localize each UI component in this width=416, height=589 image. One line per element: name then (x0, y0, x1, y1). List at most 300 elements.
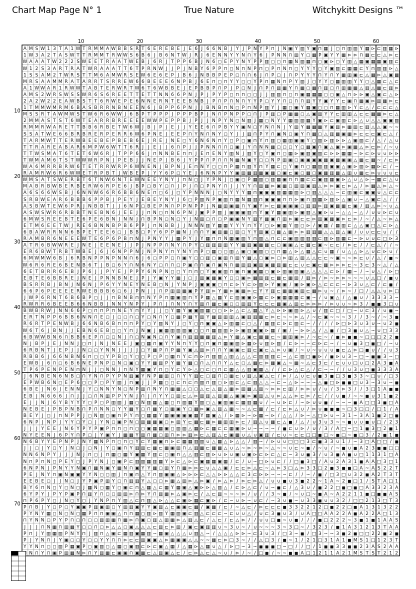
svg-text:N: N (106, 223, 109, 229)
svg-text:□: □ (383, 499, 387, 504)
svg-text:N: N (271, 118, 274, 124)
svg-text:Y: Y (64, 465, 68, 471)
svg-text:▦: ▦ (212, 329, 216, 334)
svg-text:▥: ▥ (223, 204, 227, 209)
svg-text:N: N (200, 138, 203, 144)
svg-text:W: W (34, 151, 39, 157)
svg-text:Y: Y (217, 184, 221, 190)
svg-text:B: B (124, 190, 127, 196)
svg-text:/: / (290, 459, 292, 465)
svg-text:▥: ▥ (200, 276, 204, 281)
svg-text:Y: Y (129, 452, 133, 458)
svg-text:Y: Y (329, 99, 333, 105)
svg-text:R: R (41, 308, 45, 314)
svg-text:~: ~ (235, 506, 239, 511)
svg-text:▣: ▣ (147, 329, 151, 334)
svg-text:△: △ (371, 289, 375, 294)
svg-text:T: T (34, 315, 38, 321)
svg-text:⊏: ⊏ (241, 473, 245, 478)
svg-text:~: ~ (271, 486, 275, 491)
svg-text:N: N (82, 367, 85, 373)
svg-text:A: A (371, 465, 375, 471)
svg-text:◼: ◼ (359, 460, 363, 465)
svg-text:N: N (41, 465, 44, 471)
svg-text:T: T (388, 498, 392, 504)
svg-text:▣: ▣ (265, 263, 269, 268)
svg-text:△: △ (318, 270, 322, 275)
svg-text:W: W (88, 157, 93, 163)
svg-text:P: P (83, 544, 86, 550)
svg-text:N: N (76, 282, 79, 288)
svg-text:6: 6 (130, 164, 133, 170)
svg-text:□: □ (265, 538, 269, 543)
svg-text:T: T (82, 177, 86, 183)
svg-text:2: 2 (318, 505, 321, 511)
svg-text:/: / (355, 315, 357, 321)
svg-text:▦: ▦ (123, 532, 127, 537)
svg-text:◼: ◼ (324, 407, 328, 412)
svg-text:J: J (165, 157, 167, 163)
svg-text:◼: ◼ (283, 506, 287, 511)
svg-text:∪: ∪ (383, 152, 386, 157)
svg-text:⊓: ⊓ (236, 93, 240, 98)
svg-text:N: N (29, 452, 32, 458)
svg-text:N: N (35, 374, 38, 380)
svg-text:◼: ◼ (365, 420, 369, 425)
svg-text:B: B (171, 151, 174, 157)
svg-text:▣: ▣ (265, 257, 269, 262)
svg-text:□: □ (324, 434, 328, 439)
row-label: 50 (14, 371, 20, 377)
svg-text:W: W (82, 236, 87, 242)
svg-text:P: P (218, 125, 221, 131)
svg-text:~: ~ (294, 532, 298, 537)
svg-text:⊓: ⊓ (241, 270, 245, 275)
svg-text:⊓: ⊓ (94, 512, 98, 517)
svg-text:N: N (177, 341, 180, 347)
svg-text:▦: ▦ (259, 368, 263, 373)
svg-text:2: 2 (336, 505, 339, 511)
svg-text:6: 6 (153, 85, 156, 91)
svg-text:⊏: ⊏ (153, 525, 157, 530)
svg-text:▣: ▣ (288, 204, 292, 209)
svg-text:~: ~ (353, 440, 357, 445)
svg-text:▥: ▥ (324, 204, 328, 209)
svg-text:⊳: ⊳ (377, 204, 381, 209)
svg-text:◻: ◻ (106, 545, 110, 550)
svg-text:⊳: ⊳ (188, 479, 192, 484)
svg-text:⊏: ⊏ (277, 316, 281, 321)
svg-text:□: □ (383, 329, 387, 334)
svg-text:N: N (23, 433, 26, 439)
svg-text:J: J (118, 472, 120, 478)
svg-text:B: B (29, 334, 32, 340)
svg-text:◼: ◼ (353, 447, 357, 452)
svg-text:W: W (135, 164, 140, 170)
svg-text:▣: ▣ (341, 132, 345, 137)
svg-text:6: 6 (47, 275, 50, 281)
svg-text:▥: ▥ (335, 126, 339, 131)
svg-text:△: △ (395, 224, 399, 229)
svg-text:W: W (29, 308, 34, 314)
svg-text:P: P (41, 367, 44, 373)
svg-text:3: 3 (289, 531, 292, 537)
svg-text:⊏: ⊏ (271, 204, 275, 209)
svg-text:Y: Y (211, 223, 215, 229)
svg-text:J: J (265, 53, 267, 59)
svg-text:P: P (29, 367, 32, 373)
svg-text:E: E (112, 131, 115, 137)
svg-text:N: N (76, 452, 79, 458)
svg-text:/: / (390, 243, 392, 249)
svg-text:R: R (53, 164, 57, 170)
svg-text:Y: Y (323, 72, 327, 78)
svg-text:◼: ◼ (395, 316, 399, 321)
svg-text:Y: Y (129, 308, 133, 314)
svg-text:Y: Y (158, 177, 162, 183)
svg-text:⊏: ⊏ (300, 322, 304, 327)
svg-text:◻: ◻ (206, 401, 210, 406)
svg-text:P: P (159, 354, 162, 360)
svg-text:◻: ◻ (100, 381, 104, 386)
svg-text:B: B (147, 125, 150, 131)
svg-text:∪: ∪ (236, 512, 239, 517)
svg-text:E: E (118, 243, 121, 249)
svg-text:⊳: ⊳ (247, 466, 251, 471)
svg-text:⊓: ⊓ (230, 257, 234, 262)
svg-text:B: B (41, 380, 44, 386)
svg-text:▦: ▦ (353, 67, 357, 72)
svg-text:6: 6 (53, 393, 56, 399)
svg-text:J: J (100, 295, 102, 301)
svg-text:N: N (41, 518, 44, 524)
svg-text:⊓: ⊓ (194, 355, 198, 360)
svg-text:B: B (183, 72, 186, 78)
svg-text:2: 2 (366, 511, 369, 517)
svg-text:⊓: ⊓ (165, 211, 169, 216)
svg-text:S: S (106, 79, 109, 85)
svg-text:E: E (124, 118, 127, 124)
svg-text:◼: ◼ (330, 466, 334, 471)
svg-text:◼: ◼ (318, 493, 322, 498)
svg-text:J: J (141, 256, 143, 262)
svg-text:~: ~ (395, 165, 399, 170)
svg-text:▥: ▥ (206, 525, 210, 530)
svg-text:▥: ▥ (188, 335, 192, 340)
svg-text:T: T (82, 112, 86, 118)
svg-text:Y: Y (323, 79, 327, 85)
svg-text:6: 6 (130, 66, 133, 72)
svg-text:B: B (200, 85, 203, 91)
svg-text:Y: Y (28, 433, 32, 439)
svg-text:⊳: ⊳ (371, 172, 375, 177)
svg-text:∪: ∪ (371, 270, 374, 275)
svg-text:J: J (70, 223, 72, 229)
svg-text:▣: ▣ (135, 453, 139, 458)
svg-text:⊏: ⊏ (342, 191, 346, 196)
svg-text:6: 6 (130, 125, 133, 131)
svg-text:N: N (59, 511, 62, 517)
svg-text:W: W (64, 92, 69, 98)
svg-text:◼: ◼ (377, 414, 381, 419)
svg-text:3: 3 (348, 354, 351, 360)
svg-text:◻: ◻ (135, 420, 139, 425)
svg-text:▥: ▥ (58, 532, 62, 537)
svg-text:⊏: ⊏ (129, 538, 133, 543)
svg-text:~: ~ (359, 335, 363, 340)
svg-text:⊏: ⊏ (365, 263, 369, 268)
svg-text:◻: ◻ (265, 270, 269, 275)
svg-text:△: △ (224, 479, 228, 484)
svg-text:N: N (224, 262, 227, 268)
svg-text:~: ~ (235, 493, 239, 498)
svg-text:⊓: ⊓ (147, 407, 151, 412)
svg-text:~: ~ (294, 499, 298, 504)
svg-text:⊓: ⊓ (70, 519, 74, 524)
svg-text:▥: ▥ (365, 204, 369, 209)
svg-text:⊏: ⊏ (383, 178, 387, 183)
svg-text:6: 6 (71, 256, 74, 262)
svg-text:T: T (46, 177, 50, 183)
svg-text:P: P (236, 85, 239, 91)
svg-text:6: 6 (71, 118, 74, 124)
svg-text:▣: ▣ (217, 198, 221, 203)
svg-text:~: ~ (348, 401, 352, 406)
svg-text:▥: ▥ (223, 401, 227, 406)
svg-text:E: E (106, 138, 109, 144)
svg-text:T: T (87, 72, 91, 78)
svg-text:~: ~ (265, 525, 269, 530)
svg-text:Y: Y (253, 230, 257, 236)
svg-text:▥: ▥ (129, 375, 133, 380)
svg-text:Y: Y (170, 361, 174, 367)
svg-text:2: 2 (336, 459, 339, 465)
svg-text:/: / (260, 485, 262, 491)
svg-text:J: J (106, 249, 108, 255)
svg-text:P: P (35, 465, 38, 471)
svg-text:R: R (94, 79, 98, 85)
svg-text:▦: ▦ (212, 427, 216, 432)
svg-text:6: 6 (130, 144, 133, 150)
svg-text:J: J (165, 66, 167, 72)
svg-text:⊳: ⊳ (294, 394, 298, 399)
svg-text:J: J (118, 433, 120, 439)
svg-text:△: △ (289, 250, 293, 255)
svg-text:E: E (71, 262, 74, 268)
svg-text:▥: ▥ (347, 73, 351, 78)
svg-text:N: N (23, 439, 26, 445)
svg-text:◻: ◻ (94, 519, 98, 524)
svg-text:⊓: ⊓ (259, 165, 263, 170)
svg-text:J: J (212, 190, 214, 196)
svg-text:△: △ (348, 211, 352, 216)
svg-text:▣: ▣ (294, 139, 298, 144)
svg-text:N: N (88, 302, 91, 308)
svg-text:3: 3 (271, 511, 274, 517)
svg-text:▣: ▣ (158, 276, 162, 281)
svg-text:P: P (271, 72, 274, 78)
svg-text:B: B (29, 230, 32, 236)
svg-text:T: T (46, 59, 50, 65)
svg-text:▣: ▣ (99, 506, 103, 511)
svg-text:⊳: ⊳ (389, 237, 393, 242)
svg-text:E: E (165, 46, 168, 52)
svg-text:Y: Y (135, 439, 139, 445)
svg-text:⊓: ⊓ (100, 309, 104, 314)
svg-text:T: T (58, 46, 62, 52)
svg-text:⊳: ⊳ (336, 381, 340, 386)
svg-text:R: R (135, 46, 139, 52)
svg-text:~: ~ (348, 257, 352, 262)
svg-text:6: 6 (65, 131, 68, 137)
svg-text:1: 1 (47, 46, 50, 52)
svg-text:N: N (70, 446, 73, 452)
svg-text:⊳: ⊳ (312, 283, 316, 288)
svg-text:⊳: ⊳ (224, 381, 228, 386)
svg-text:S: S (35, 46, 38, 52)
svg-text:▦: ▦ (265, 335, 269, 340)
svg-text:~: ~ (289, 453, 293, 458)
svg-text:▦: ▦ (306, 126, 310, 131)
svg-text:P: P (124, 419, 127, 425)
svg-text:Y: Y (253, 99, 257, 105)
svg-text:N: N (53, 380, 56, 386)
svg-text:▦: ▦ (164, 447, 168, 452)
svg-text:⊓: ⊓ (312, 60, 316, 65)
svg-text:◼: ◼ (289, 420, 293, 425)
svg-text:N: N (188, 177, 191, 183)
svg-text:N: N (35, 511, 38, 517)
svg-text:△: △ (224, 355, 228, 360)
svg-text:▦: ▦ (265, 244, 269, 249)
svg-text:◼: ◼ (306, 447, 310, 452)
svg-text:N: N (188, 105, 191, 111)
svg-text:⊏: ⊏ (283, 368, 287, 373)
svg-text:3: 3 (377, 498, 380, 504)
svg-text:R: R (59, 125, 63, 131)
svg-text:◼: ◼ (395, 322, 399, 327)
svg-text:N: N (100, 387, 103, 393)
svg-text:E: E (65, 302, 68, 308)
svg-text:▦: ▦ (288, 113, 292, 118)
svg-text:⊏: ⊏ (318, 257, 322, 262)
svg-text:⊏: ⊏ (259, 453, 263, 458)
svg-text:N: N (218, 46, 221, 52)
svg-text:3: 3 (395, 419, 398, 425)
svg-text:⊏: ⊏ (147, 447, 151, 452)
svg-text:⊏: ⊏ (365, 113, 369, 118)
svg-text:Y: Y (123, 406, 127, 412)
svg-text:◻: ◻ (265, 100, 269, 105)
svg-text:∪: ∪ (301, 453, 304, 458)
svg-text:W: W (93, 184, 98, 190)
svg-text:B: B (41, 269, 44, 275)
svg-text:⊏: ⊏ (312, 244, 316, 249)
svg-text:1: 1 (372, 413, 375, 419)
svg-text:Y: Y (323, 125, 327, 131)
svg-text:⊏: ⊏ (365, 309, 369, 314)
svg-text:6: 6 (106, 112, 109, 118)
svg-text:P: P (47, 321, 50, 327)
svg-text:∪: ∪ (283, 499, 286, 504)
svg-text:□: □ (300, 440, 304, 445)
svg-text:⊓: ⊓ (224, 185, 228, 190)
svg-text:▥: ▥ (200, 381, 204, 386)
svg-text:6: 6 (59, 393, 62, 399)
svg-text:N: N (65, 413, 68, 419)
svg-text:Y: Y (182, 302, 186, 308)
svg-text:△: △ (383, 191, 387, 196)
svg-text:◼: ◼ (395, 532, 399, 537)
svg-text:Y: Y (200, 288, 204, 294)
svg-text:△: △ (141, 525, 145, 530)
svg-text:Y: Y (146, 492, 150, 498)
svg-text:B: B (189, 99, 192, 105)
svg-text:▣: ▣ (247, 270, 251, 275)
svg-text:6: 6 (200, 79, 203, 85)
svg-text:⊓: ⊓ (129, 466, 133, 471)
svg-text:6: 6 (59, 334, 62, 340)
svg-text:◼: ◼ (289, 551, 293, 556)
svg-text:E: E (189, 171, 192, 177)
svg-text:B: B (141, 53, 144, 59)
svg-text:P: P (260, 99, 263, 105)
svg-text:P: P (218, 72, 221, 78)
svg-text:3: 3 (377, 524, 380, 530)
svg-text:3: 3 (366, 321, 369, 327)
svg-text:▣: ▣ (276, 132, 280, 137)
svg-text:◼: ◼ (389, 362, 393, 367)
svg-text:▥: ▥ (194, 453, 198, 458)
svg-text:△: △ (212, 296, 216, 301)
svg-text:▣: ▣ (170, 473, 174, 478)
svg-text:⊳: ⊳ (247, 276, 251, 281)
svg-text:▦: ▦ (141, 532, 145, 537)
svg-text:◻: ◻ (58, 362, 62, 367)
svg-text:S: S (130, 72, 133, 78)
svg-text:△: △ (112, 545, 116, 550)
svg-text:A: A (23, 203, 27, 209)
svg-text:~: ~ (312, 381, 316, 386)
svg-text:▣: ▣ (365, 224, 369, 229)
column-label: 20 (137, 39, 143, 45)
svg-text:Y: Y (111, 380, 115, 386)
svg-text:⊓: ⊓ (165, 296, 169, 301)
svg-text:◻: ◻ (283, 152, 287, 157)
svg-text:B: B (76, 99, 79, 105)
svg-text:▣: ▣ (105, 512, 109, 517)
svg-text:Y: Y (58, 485, 62, 491)
svg-text:▣: ▣ (194, 309, 198, 314)
svg-text:W: W (82, 59, 87, 65)
svg-text:⊳: ⊳ (395, 158, 399, 163)
svg-text:◻: ◻ (165, 309, 169, 314)
svg-text:~: ~ (383, 204, 387, 209)
svg-text:Y: Y (194, 243, 198, 249)
svg-text:⊏: ⊏ (330, 283, 334, 288)
svg-text:R: R (106, 151, 110, 157)
svg-text:J: J (194, 151, 196, 157)
svg-text:△: △ (365, 250, 369, 255)
svg-text:E: E (124, 138, 127, 144)
svg-text:⊓: ⊓ (70, 394, 74, 399)
svg-text:□: □ (276, 545, 280, 550)
svg-text:E: E (153, 157, 156, 163)
svg-text:Y: Y (335, 99, 339, 105)
svg-text:□: □ (377, 427, 381, 432)
svg-text:6: 6 (195, 46, 198, 52)
svg-text:▣: ▣ (229, 204, 233, 209)
